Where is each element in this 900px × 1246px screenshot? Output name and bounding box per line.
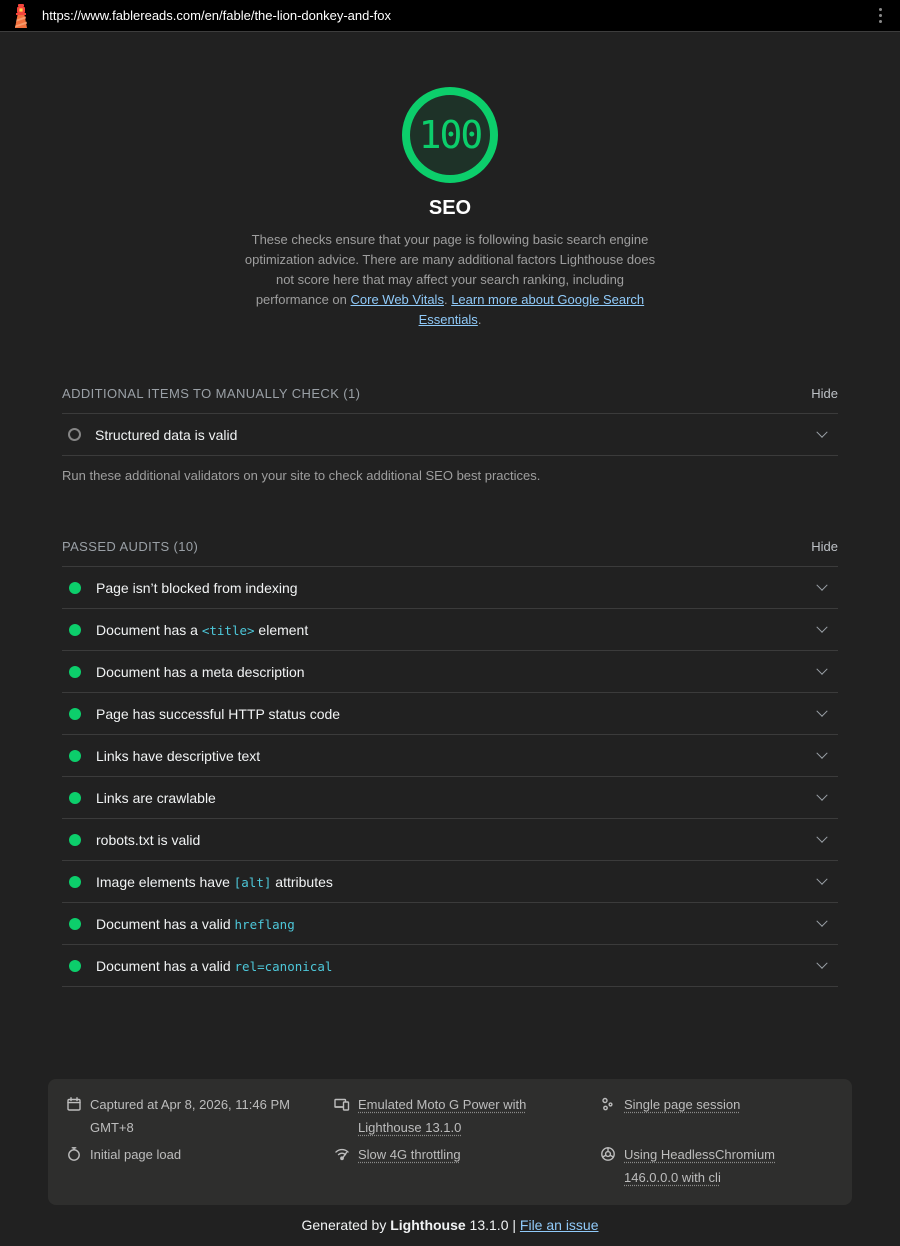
chromium-icon — [600, 1146, 616, 1162]
generated-by-line: Generated by Lighthouse 13.1.0 | File an issue — [301, 1217, 599, 1233]
page-url: https://www.fablereads.com/en/fable/the-lion-donkey-and-fox — [42, 8, 392, 23]
code-snippet: <title> — [201, 622, 255, 638]
category-title: SEO — [428, 197, 472, 219]
manual-circle-icon — [68, 428, 81, 441]
audit-row[interactable] — [62, 651, 838, 693]
device-text: Emulated Moto G Power with Lighthouse 13.1.0 — [358, 1097, 527, 1135]
seo-score-gauge[interactable] — [402, 87, 498, 183]
chevron-down-icon[interactable] — [816, 789, 827, 800]
lighthouse-brand: Lighthouse — [390, 1217, 466, 1233]
device-emulation-icon — [334, 1096, 350, 1112]
pass-circle-icon — [69, 876, 81, 888]
chevron-down-icon[interactable] — [816, 747, 827, 758]
code-snippet: rel=canonical — [234, 958, 333, 974]
manual-checks-section — [62, 386, 838, 483]
summary-text: These checks ensure that your page is following basic search engine optimization advice. There are many additional factors Lighthouse does not score here that may affect your search ranking, including performance on — [244, 232, 656, 307]
manual-section-header — [62, 386, 838, 414]
audit-row-structured-data[interactable] — [62, 414, 838, 456]
audit-row[interactable] — [62, 567, 838, 609]
file-an-issue-link[interactable]: File an issue — [519, 1217, 599, 1233]
score-gauge-wrap — [0, 87, 900, 183]
meta-chromium — [600, 1143, 834, 1189]
audit-title: Document has a valid hreflang — [96, 915, 295, 932]
meta-captured — [66, 1093, 334, 1139]
audit-title: Image elements have [alt] attributes — [96, 873, 333, 890]
session-dots-icon — [600, 1096, 616, 1112]
topbar — [0, 0, 900, 32]
chevron-down-icon[interactable] — [816, 621, 827, 632]
audit-row[interactable] — [62, 777, 838, 819]
pass-circle-icon — [69, 750, 81, 762]
calendar-icon — [66, 1096, 82, 1112]
audit-title: Page has successful HTTP status code — [96, 705, 341, 722]
audit-title: Links are crawlable — [96, 789, 216, 806]
score-value: 100 — [418, 113, 482, 157]
manual-hide-button[interactable]: Hide — [811, 386, 838, 401]
core-web-vitals-link[interactable]: Core Web Vitals — [350, 292, 444, 307]
pass-circle-icon — [69, 960, 81, 972]
meta-throttling — [334, 1143, 600, 1189]
passed-audits-section — [62, 539, 838, 987]
chevron-down-icon[interactable] — [816, 663, 827, 674]
pass-circle-icon — [69, 666, 81, 678]
audit-row[interactable] — [62, 819, 838, 861]
audit-title: Page isn’t blocked from indexing — [96, 579, 298, 596]
google-search-essentials-link[interactable]: Learn more about Google Search Essentials — [418, 292, 645, 327]
captured-at-text: Captured at Apr 8, 2026, 11:46 PM GMT+8 — [90, 1097, 290, 1135]
audit-title: robots.txt is valid — [96, 831, 201, 848]
category-description: These checks ensure that your page is following basic search engine optimization advice. There are many additional factors Lighthouse does not score here that may affect your search ranking, including performance on Core Web Vitals. Learn more about Google Search Essentials. — [244, 232, 656, 327]
audit-title: Document has a meta description — [96, 663, 305, 680]
code-snippet: [alt] — [233, 874, 272, 890]
initial-load-text: Initial page load — [90, 1147, 182, 1162]
chevron-down-icon[interactable] — [816, 957, 827, 968]
pass-circle-icon — [69, 792, 81, 804]
throttling-text: Slow 4G throttling — [358, 1147, 461, 1162]
audit-row[interactable] — [62, 735, 838, 777]
audit-title: Document has a <title> element — [96, 621, 309, 638]
chevron-down-icon[interactable] — [816, 831, 827, 842]
audit-row[interactable] — [62, 609, 838, 651]
manual-section-description: Run these additional validators on your site to check additional SEO best practices. — [62, 468, 541, 483]
pass-circle-icon — [69, 918, 81, 930]
code-snippet: hreflang — [234, 916, 295, 932]
audit-title: Document has a valid rel=canonical — [96, 957, 333, 974]
passed-section-header — [62, 539, 838, 567]
manual-section-title: ADDITIONAL ITEMS TO MANUALLY CHECK (1) — [62, 386, 361, 401]
audit-row[interactable] — [62, 861, 838, 903]
chevron-down-icon[interactable] — [816, 579, 827, 590]
pass-circle-icon — [69, 582, 81, 594]
audit-title: Structured data is valid — [95, 426, 238, 443]
chromium-text: Using HeadlessChromium 146.0.0.0 with cli — [624, 1147, 775, 1185]
chevron-down-icon[interactable] — [816, 873, 827, 884]
pass-circle-icon — [69, 708, 81, 720]
audit-row[interactable] — [62, 945, 838, 987]
meta-initial-load — [66, 1143, 334, 1189]
network-throttle-icon — [334, 1146, 350, 1162]
lighthouse-logo-icon — [8, 3, 34, 29]
chevron-down-icon[interactable] — [816, 915, 827, 926]
runtime-settings-footer — [48, 1079, 852, 1205]
audit-title: Links have descriptive text — [96, 747, 261, 764]
passed-section-title: PASSED AUDITS (10) — [62, 539, 199, 554]
session-text: Single page session — [624, 1097, 741, 1112]
audit-row[interactable] — [62, 903, 838, 945]
pass-circle-icon — [69, 624, 81, 636]
meta-device — [334, 1093, 600, 1139]
audit-row[interactable] — [62, 693, 838, 735]
pass-circle-icon — [69, 834, 81, 846]
chevron-down-icon[interactable] — [816, 426, 827, 437]
stopwatch-icon — [66, 1146, 82, 1162]
kebab-menu-icon[interactable] — [873, 4, 888, 27]
passed-hide-button[interactable]: Hide — [811, 539, 838, 554]
chevron-down-icon[interactable] — [816, 705, 827, 716]
meta-session — [600, 1093, 834, 1139]
